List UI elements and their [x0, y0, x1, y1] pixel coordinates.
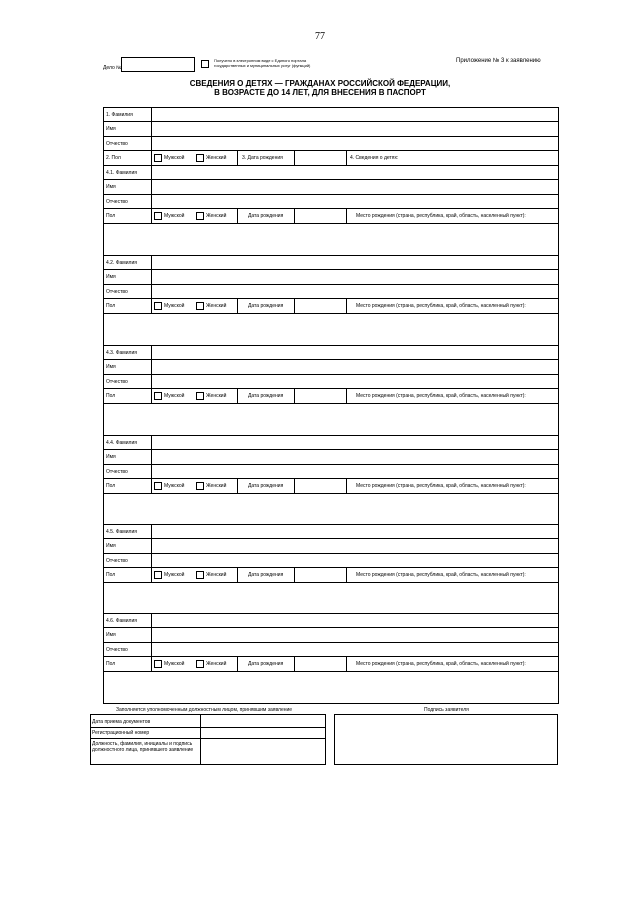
child-name-row: [103, 539, 559, 554]
child-sex-row: [103, 479, 559, 494]
child-patronymic-field[interactable]: [152, 195, 559, 208]
child-surname-row: [103, 525, 559, 539]
child-birth-date-label: Дата рождения: [248, 303, 284, 309]
child-name-row: [103, 628, 559, 643]
page-number: 77: [315, 31, 325, 42]
male-checkbox[interactable]: [154, 154, 162, 162]
child-birth-date-label: Дата рождения: [248, 661, 284, 667]
children-info-label: 4. Сведения о детях:: [350, 155, 399, 161]
child-name-field[interactable]: [152, 539, 559, 553]
child-name-field[interactable]: [152, 180, 559, 194]
child-name-field[interactable]: [152, 628, 559, 642]
child-surname-field[interactable]: [152, 256, 559, 269]
child-birth-date-field[interactable]: [295, 479, 346, 493]
child-name-field[interactable]: [152, 450, 559, 464]
portal-note: Получено в электронном виде с Единого портала государственных и муниципальных услуг (функций): [214, 58, 311, 68]
name-label: Имя: [103, 122, 152, 136]
child-name-row: [103, 360, 559, 375]
child-surname-field[interactable]: [152, 614, 559, 627]
child-patronymic-label: Отчество: [103, 285, 152, 298]
name-row: [103, 122, 559, 137]
child-birth-place-field[interactable]: [103, 494, 559, 525]
child-name-label: Имя: [103, 180, 152, 194]
child-sex-row: [103, 299, 559, 314]
child-sex-female[interactable]: Женский: [196, 209, 226, 223]
child-sex-female[interactable]: Женский: [196, 479, 226, 493]
sex-male[interactable]: Мужской: [154, 151, 184, 165]
child-name-field[interactable]: [152, 270, 559, 284]
child-surname-label: 4.6. Фамилия: [103, 614, 152, 627]
child-patronymic-row: [103, 375, 559, 389]
male-checkbox[interactable]: [154, 571, 162, 579]
official-info-label: Должность, фамилия, инициалы и подпись должностного лица, принявшего заявление: [92, 741, 194, 753]
male-checkbox[interactable]: [154, 482, 162, 490]
form-title-line1: СВЕДЕНИЯ О ДЕТЯХ — ГРАЖДАНАХ РОССИЙСКОЙ ФЕДЕРАЦИИ,: [189, 79, 451, 88]
child-surname-row: [103, 614, 559, 628]
child-birth-date-field[interactable]: [295, 389, 346, 403]
child-sex-male[interactable]: Мужской: [154, 299, 184, 313]
case-label: Дело №: [103, 65, 122, 71]
male-checkbox[interactable]: [154, 302, 162, 310]
acceptance-date-field[interactable]: [201, 715, 325, 727]
child-birth-date-field[interactable]: [295, 568, 346, 582]
child-sex-label: Пол: [103, 568, 152, 582]
child-birth-place-label: Место рождения (страна, республика, край, область, населенный пункт):: [356, 213, 526, 219]
child-surname-row: [103, 346, 559, 360]
child-name-label: Имя: [103, 360, 152, 374]
child-sex-male[interactable]: Мужской: [154, 568, 184, 582]
child-birth-place-field[interactable]: [103, 672, 559, 704]
reg-number-field[interactable]: [201, 728, 325, 738]
child-sex-label: Пол: [103, 299, 152, 313]
child-sex-male[interactable]: Мужской: [154, 479, 184, 493]
child-name-label: Имя: [103, 450, 152, 464]
applicant-signature-box[interactable]: [334, 714, 558, 765]
child-birth-place-label: Место рождения (страна, республика, край, область, населенный пункт):: [356, 303, 526, 309]
child-patronymic-field[interactable]: [152, 375, 559, 388]
female-checkbox[interactable]: [196, 212, 204, 220]
surname-field[interactable]: [152, 108, 559, 121]
acceptance-date-label: Дата приема документов: [92, 719, 151, 725]
child-surname-field[interactable]: [152, 346, 559, 359]
child-birth-date-label: Дата рождения: [248, 572, 284, 578]
female-checkbox[interactable]: [196, 571, 204, 579]
child-name-row: [103, 450, 559, 465]
patronymic-field[interactable]: [152, 137, 559, 150]
child-sex-male[interactable]: Мужской: [154, 389, 184, 403]
child-patronymic-row: [103, 195, 559, 209]
child-name-row: [103, 270, 559, 285]
child-birth-place-field[interactable]: [103, 314, 559, 346]
child-patronymic-field[interactable]: [152, 285, 559, 298]
female-checkbox[interactable]: [196, 660, 204, 668]
child-birth-date-label: Дата рождения: [248, 393, 284, 399]
surname-label: 1. Фамилия: [103, 108, 152, 121]
child-name-row: [103, 180, 559, 195]
male-checkbox[interactable]: [154, 212, 162, 220]
child-patronymic-row: [103, 643, 559, 657]
female-checkbox[interactable]: [196, 392, 204, 400]
child-patronymic-label: Отчество: [103, 554, 152, 567]
child-birth-date-field[interactable]: [295, 209, 346, 223]
child-patronymic-label: Отчество: [103, 375, 152, 388]
portal-checkbox[interactable]: [201, 60, 209, 68]
child-surname-label: 4.2. Фамилия: [103, 256, 152, 269]
reg-number-label: Регистрационный номер: [92, 730, 150, 736]
child-surname-label: 4.3. Фамилия: [103, 346, 152, 359]
child-sex-male[interactable]: Мужской: [154, 209, 184, 223]
child-surname-field[interactable]: [152, 166, 559, 179]
child-surname-row: [103, 166, 559, 180]
female-checkbox[interactable]: [196, 302, 204, 310]
child-sex-label: Пол: [103, 209, 152, 223]
male-checkbox[interactable]: [154, 392, 162, 400]
child-birth-date-field[interactable]: [295, 299, 346, 313]
signature-label: Подпись заявителя: [424, 707, 469, 713]
child-name-label: Имя: [103, 539, 152, 553]
child-patronymic-row: [103, 554, 559, 568]
child-sex-label: Пол: [103, 479, 152, 493]
child-birth-place-field[interactable]: [103, 224, 559, 256]
child-sex-label: Пол: [103, 389, 152, 403]
child-sex-row: [103, 389, 559, 404]
female-checkbox[interactable]: [196, 482, 204, 490]
child-patronymic-label: Отчество: [103, 195, 152, 208]
child-birth-date-label: Дата рождения: [248, 483, 284, 489]
child-surname-label: 4.4. Фамилия: [103, 436, 152, 449]
sex-label: 2. Пол: [103, 151, 152, 165]
patronymic-row: [103, 137, 559, 151]
child-patronymic-label: Отчество: [103, 643, 152, 656]
child-patronymic-field[interactable]: [152, 465, 559, 478]
child-surname-row: [103, 436, 559, 450]
female-checkbox[interactable]: [196, 154, 204, 162]
child-name-label: Имя: [103, 628, 152, 642]
child-surname-field[interactable]: [152, 436, 559, 449]
patronymic-label: Отчество: [103, 137, 152, 150]
child-surname-label: 4.5. Фамилия: [103, 525, 152, 538]
child-birth-place-label: Место рождения (страна, республика, край, область, населенный пункт):: [356, 661, 526, 667]
child-sex-female[interactable]: Женский: [196, 389, 226, 403]
child-sex-female[interactable]: Женский: [196, 568, 226, 582]
appendix-label: Приложение № 3 к заявлению: [456, 58, 541, 64]
official-note: Заполняется уполномоченным должностным лицом, принявшим заявление: [116, 707, 293, 713]
child-birth-place-label: Место рождения (страна, республика, край, область, населенный пункт):: [356, 572, 526, 578]
child-patronymic-row: [103, 285, 559, 299]
child-birth-date-label: Дата рождения: [248, 213, 284, 219]
name-field[interactable]: [152, 122, 559, 136]
child-birth-place-label: Место рождения (страна, республика, край, область, населенный пункт):: [356, 483, 526, 489]
child-sex-row: [103, 568, 559, 583]
case-number-field[interactable]: [121, 57, 195, 72]
child-birth-date-field[interactable]: [295, 657, 346, 671]
child-patronymic-field[interactable]: [152, 643, 559, 656]
child-patronymic-row: [103, 465, 559, 479]
official-signature-field[interactable]: [201, 739, 325, 764]
sex-row: [103, 151, 559, 166]
child-sex-female[interactable]: Женский: [196, 299, 226, 313]
child-birth-place-field[interactable]: [103, 404, 559, 436]
child-name-field[interactable]: [152, 360, 559, 374]
child-sex-label: Пол: [103, 657, 152, 671]
child-sex-female[interactable]: Женский: [196, 657, 226, 671]
child-birth-place-label: Место рождения (страна, республика, край, область, населенный пункт):: [356, 393, 526, 399]
child-sex-row: [103, 209, 559, 224]
form-title-line2: В ВОЗРАСТЕ ДО 14 ЛЕТ, ДЛЯ ВНЕСЕНИЯ В ПАСПОРТ: [214, 88, 426, 97]
child-patronymic-field[interactable]: [152, 554, 559, 567]
child-patronymic-label: Отчество: [103, 465, 152, 478]
birth-date-label: 3. Дата рождения: [242, 155, 283, 161]
child-birth-place-field[interactable]: [103, 583, 559, 614]
child-sex-male[interactable]: Мужской: [154, 657, 184, 671]
child-surname-label: 4.1. Фамилия: [103, 166, 152, 179]
male-checkbox[interactable]: [154, 660, 162, 668]
child-sex-row: [103, 657, 559, 672]
surname-row: [103, 108, 559, 122]
child-surname-row: [103, 256, 559, 270]
child-name-label: Имя: [103, 270, 152, 284]
birth-date-field[interactable]: [295, 151, 346, 165]
sex-female[interactable]: Женский: [196, 151, 226, 165]
child-surname-field[interactable]: [152, 525, 559, 538]
